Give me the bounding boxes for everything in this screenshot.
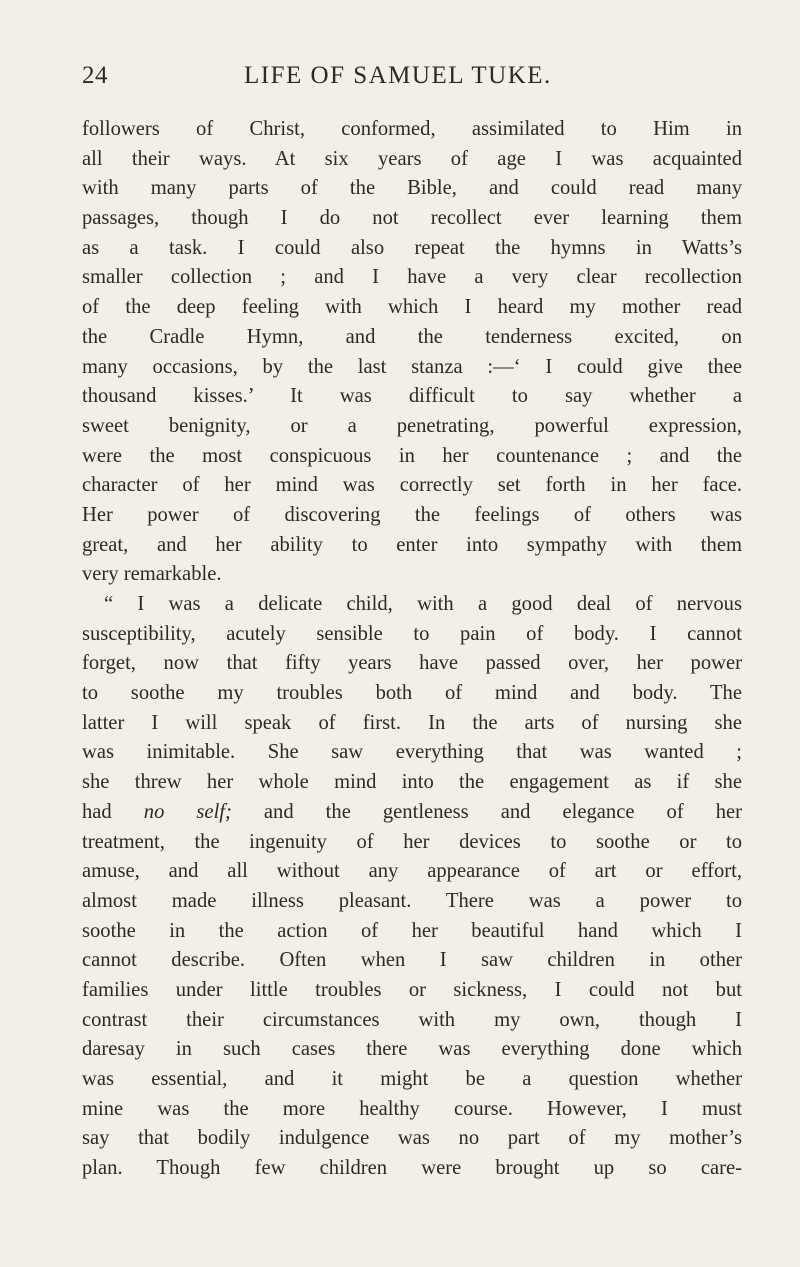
- text-line: say that bodily indulgence was no part of my mother’s: [82, 1127, 742, 1150]
- text-line: of the deep feeling with which I heard my mother read: [82, 296, 742, 319]
- text-line: all their ways. At six years of age I was acquainted: [82, 147, 742, 170]
- text-line: many occasions, by the last stanza :—‘ I could give thee: [82, 355, 742, 378]
- text-line: Her power of discovering the feelings of others was: [82, 503, 742, 526]
- text-line: families under little troubles or sickness, I could not but: [82, 978, 742, 1001]
- italic-phrase: no self;: [143, 800, 232, 823]
- text-line: almost made illness pleasant. There was a power to: [82, 889, 742, 912]
- text-line: was essential, and it might be a question whether: [82, 1068, 742, 1090]
- text-fragment: and the gentleness and elegance of her: [231, 800, 743, 823]
- text-line: followers of Christ, conformed, assimilated to Him in: [82, 118, 742, 140]
- page-header: [82, 62, 742, 92]
- paragraph-end-line: very remarkable.: [82, 563, 222, 586]
- text-fragment: had: [82, 800, 144, 823]
- body-text: [82, 115, 742, 1184]
- paragraph-start-line: “ I was a delicate child, with a good deal of nervous: [104, 593, 742, 615]
- text-line: smaller collection ; and I have a very clear recollection: [82, 266, 742, 289]
- page-number: 24: [82, 62, 108, 89]
- text-line: contrast their circumstances with my own, though I: [82, 1008, 742, 1031]
- text-line: were the most conspicuous in her countenance ; and the: [82, 444, 742, 467]
- text-line: passages, though I do not recollect ever learning them: [82, 207, 742, 230]
- text-line: mine was the more healthy course. However, I must: [82, 1097, 742, 1120]
- text-line: plan. Though few children were brought up so care-: [82, 1157, 742, 1180]
- running-head: LIFE OF SAMUEL TUKE.: [244, 62, 552, 89]
- text-line: great, and her ability to enter into sympathy with them: [82, 533, 742, 556]
- text-line: latter I will speak of first. In the arts of nursing she: [82, 711, 742, 734]
- text-line: character of her mind was correctly set forth in her face.: [82, 474, 742, 497]
- text-line: she threw her whole mind into the engagement as if she: [82, 771, 742, 794]
- text-line: with many parts of the Bible, and could read many: [82, 177, 742, 200]
- text-line: was inimitable. She saw everything that was wanted ;: [82, 741, 742, 764]
- text-line: as a task. I could also repeat the hymns in Watts’s: [82, 236, 742, 259]
- text-line: forget, now that fifty years have passed over, her power: [82, 652, 742, 675]
- text-line: cannot describe. Often when I saw children in other: [82, 949, 742, 972]
- text-line: amuse, and all without any appearance of art or effort,: [82, 860, 742, 883]
- text-line-with-italic: [82, 798, 742, 828]
- text-line: soothe in the action of her beautiful hand which I: [82, 919, 742, 942]
- text-line: daresay in such cases there was everything done which: [82, 1038, 742, 1061]
- text-line: to soothe my troubles both of mind and body. The: [82, 682, 742, 705]
- text-line: treatment, the ingenuity of her devices to soothe or to: [82, 830, 742, 853]
- text-line: sweet benignity, or a penetrating, powerful expression,: [82, 414, 742, 437]
- text-line: the Cradle Hymn, and the tenderness excited, on: [82, 325, 742, 348]
- text-line: thousand kisses.’ It was difficult to say whether a: [82, 385, 742, 408]
- text-line: susceptibility, acutely sensible to pain of body. I cannot: [82, 622, 742, 645]
